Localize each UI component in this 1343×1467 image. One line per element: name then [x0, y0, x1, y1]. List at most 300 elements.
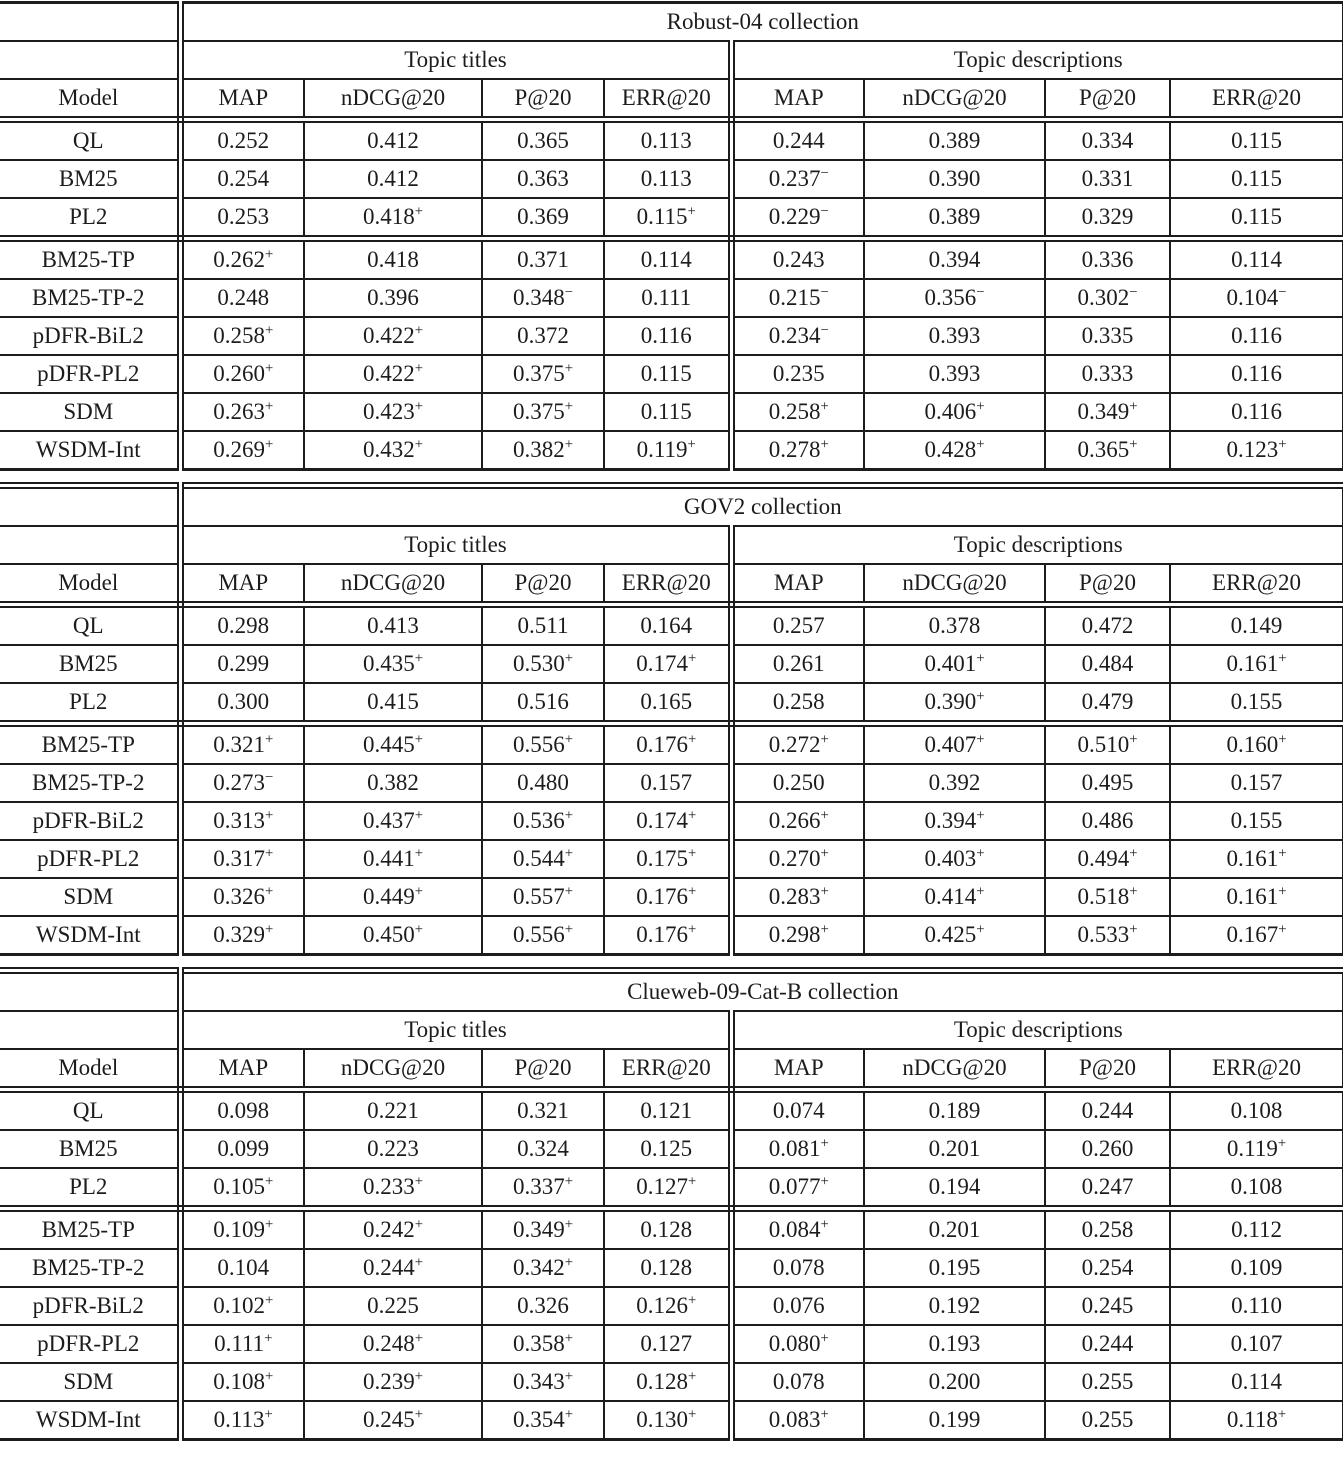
metric-number: 0.331	[1081, 165, 1134, 191]
metric-number: 0.317	[213, 845, 265, 871]
metric-value	[180, 239, 304, 280]
metric-number: 0.516	[517, 688, 569, 714]
metric-number: 0.099	[217, 1135, 270, 1161]
metric-value	[604, 683, 731, 724]
significant-improvement-marker: +	[1278, 731, 1287, 748]
metric-number: 0.378	[928, 612, 981, 638]
metric-number: 0.074	[772, 1097, 825, 1123]
significant-improvement-marker: +	[687, 1292, 697, 1309]
metric-number: 0.244	[1081, 1097, 1134, 1123]
metric-number: 0.254	[1081, 1254, 1134, 1280]
model-row-bm25	[0, 160, 1343, 198]
collection-title-row	[0, 971, 1343, 1012]
metric-number: 0.123	[1226, 436, 1279, 462]
significant-improvement-marker: +	[264, 1173, 274, 1190]
metric-value	[180, 1090, 304, 1131]
metric-value	[604, 605, 731, 646]
metric-number: 0.121	[640, 1097, 693, 1123]
metric-value	[482, 1325, 604, 1363]
metric-value	[1170, 1090, 1343, 1131]
metric-header-row	[0, 564, 1343, 605]
metric-number: 0.343	[512, 1368, 565, 1394]
metric-number: 0.479	[1081, 688, 1134, 714]
metric-value	[482, 724, 604, 765]
topic-descriptions-header: Topic descriptions	[731, 1011, 1343, 1049]
metric-value	[864, 431, 1045, 470]
significant-improvement-marker: +	[264, 731, 274, 748]
metric-value	[180, 764, 304, 802]
significant-improvement-marker: +	[1129, 436, 1138, 453]
significant-improvement-marker: +	[564, 436, 574, 453]
metric-value	[604, 764, 731, 802]
model-row-pdfr-pl2	[0, 840, 1343, 878]
metric-value	[1045, 1249, 1170, 1287]
metric-number: 0.321	[213, 731, 265, 757]
metric-value	[482, 1130, 604, 1168]
metric-value	[604, 1090, 731, 1131]
metric-number: 0.119	[1226, 1135, 1278, 1161]
significant-improvement-marker: +	[687, 1173, 697, 1190]
metric-value	[604, 279, 731, 317]
metric-number: 0.495	[1081, 769, 1134, 795]
significant-degradation-marker: −	[820, 284, 829, 301]
significant-improvement-marker: +	[1278, 883, 1287, 900]
metric-value	[304, 1209, 482, 1250]
metric-number: 0.494	[1077, 845, 1130, 871]
model-name: BM25-TP	[0, 724, 180, 765]
metric-value	[1170, 1209, 1343, 1250]
metric-number: 0.189	[928, 1097, 981, 1123]
metric-number: 0.425	[924, 921, 977, 947]
metric-value	[1045, 683, 1170, 724]
metric-number: 0.365	[1077, 436, 1130, 462]
metric-number: 0.326	[517, 1292, 569, 1318]
metric-value	[604, 1130, 731, 1168]
metric-value	[864, 355, 1045, 393]
metric-number: 0.234	[768, 322, 821, 348]
metric-number: 0.422	[362, 322, 415, 348]
metric-value	[180, 683, 304, 724]
metric-value	[482, 1209, 604, 1250]
metric-number: 0.261	[772, 650, 825, 676]
metric-value	[1045, 1130, 1170, 1168]
topic-titles-header: Topic titles	[180, 526, 731, 564]
significant-improvement-marker: +	[264, 807, 274, 824]
metric-value	[482, 1249, 604, 1287]
metric-value	[864, 120, 1045, 161]
metric-value	[304, 120, 482, 161]
metric-value	[1170, 1401, 1343, 1440]
significant-degradation-marker: −	[820, 203, 829, 220]
metric-value	[1170, 878, 1343, 916]
metric-number: 0.112	[1231, 1216, 1282, 1242]
metric-number: 0.329	[1081, 203, 1134, 229]
metric-number: 0.176	[636, 921, 688, 947]
metric-number: 0.109	[213, 1216, 265, 1242]
significant-improvement-marker: +	[414, 1173, 424, 1190]
model-name: SDM	[0, 1363, 180, 1401]
metric-number: 0.078	[772, 1368, 825, 1394]
metric-value	[1045, 1325, 1170, 1363]
metric-number: 0.195	[928, 1254, 981, 1280]
metric-value	[604, 1287, 731, 1325]
significant-degradation-marker: −	[264, 769, 274, 786]
model-row-sdm	[0, 1363, 1343, 1401]
significant-improvement-marker: +	[414, 650, 424, 667]
section-header-row	[0, 526, 1343, 564]
metric-number: 0.149	[1230, 612, 1283, 638]
model-name: BM25-TP	[0, 1209, 180, 1250]
metric-number: 0.354	[512, 1406, 565, 1432]
metric-value	[731, 239, 864, 280]
significant-improvement-marker: +	[820, 883, 829, 900]
model-name: BM25	[0, 645, 180, 683]
collection-title: GOV2 collection	[180, 486, 1343, 527]
metric-number: 0.441	[362, 845, 415, 871]
model-row-ql	[0, 605, 1343, 646]
metric-value	[731, 355, 864, 393]
metric-number: 0.111	[641, 284, 692, 310]
metric-value	[731, 1401, 864, 1440]
metric-value	[604, 1168, 731, 1209]
metric-value	[864, 1090, 1045, 1131]
metric-value	[731, 393, 864, 431]
metric-value	[604, 1249, 731, 1287]
metric-value	[731, 431, 864, 470]
metric-number: 0.102	[213, 1292, 265, 1318]
metric-number: 0.365	[517, 127, 569, 153]
metric-number: 0.215	[768, 284, 821, 310]
significant-improvement-marker: +	[1278, 436, 1287, 453]
significant-improvement-marker: +	[687, 807, 697, 824]
metric-number: 0.390	[928, 165, 981, 191]
significant-improvement-marker: +	[1278, 650, 1287, 667]
significant-improvement-marker: +	[1278, 921, 1287, 938]
model-row-bm25	[0, 645, 1343, 683]
metric-number: 0.518	[1077, 883, 1130, 909]
metric-value	[304, 317, 482, 355]
metric-value	[864, 802, 1045, 840]
metric-value	[1170, 239, 1343, 280]
model-name: WSDM-Int	[0, 1401, 180, 1440]
significant-improvement-marker: +	[264, 1406, 273, 1423]
metric-number: 0.298	[768, 921, 821, 947]
metric-number: 0.403	[924, 845, 977, 871]
metric-value	[1045, 1401, 1170, 1440]
metric-header-descriptions-p@20: P@20	[1045, 79, 1170, 120]
significant-improvement-marker: +	[264, 883, 274, 900]
significant-improvement-marker: +	[820, 1216, 829, 1233]
metric-value	[864, 1287, 1045, 1325]
metric-number: 0.557	[512, 883, 565, 909]
metric-number: 0.510	[1077, 731, 1130, 757]
metric-number: 0.484	[1081, 650, 1134, 676]
significant-improvement-marker: +	[414, 845, 424, 862]
metric-value	[1045, 393, 1170, 431]
metric-number: 0.394	[924, 807, 977, 833]
metric-number: 0.375	[512, 398, 565, 424]
metric-value	[304, 605, 482, 646]
model-row-pl2	[0, 1168, 1343, 1209]
metric-number: 0.437	[362, 807, 415, 833]
metric-header-descriptions-ndcg@20: nDCG@20	[864, 79, 1045, 120]
metric-number: 0.480	[517, 769, 569, 795]
significant-improvement-marker: +	[264, 322, 274, 339]
metric-value	[731, 1209, 864, 1250]
metric-header-descriptions-map: MAP	[731, 79, 864, 120]
metric-value	[482, 1168, 604, 1209]
metric-number: 0.283	[768, 883, 821, 909]
metric-number: 0.104	[1226, 284, 1279, 310]
metric-value	[1170, 317, 1343, 355]
metric-number: 0.255	[1081, 1406, 1134, 1432]
model-name: QL	[0, 605, 180, 646]
metric-number: 0.193	[928, 1330, 981, 1356]
metric-number: 0.244	[1081, 1330, 1134, 1356]
significant-improvement-marker: +	[564, 650, 574, 667]
metric-number: 0.252	[217, 127, 270, 153]
model-name: BM25-TP-2	[0, 764, 180, 802]
corner-spacer	[0, 526, 180, 564]
metric-number: 0.107	[1230, 1330, 1283, 1356]
metric-value	[482, 239, 604, 280]
metric-number: 0.174	[636, 650, 688, 676]
metric-number: 0.435	[362, 650, 415, 676]
metric-number: 0.127	[636, 1173, 688, 1199]
metric-value	[304, 1168, 482, 1209]
significant-improvement-marker: +	[820, 1135, 829, 1152]
metric-value	[1170, 1168, 1343, 1209]
model-name: pDFR-PL2	[0, 1325, 180, 1363]
metric-value	[482, 198, 604, 239]
metric-number: 0.394	[928, 246, 981, 272]
model-row-bm25-tp	[0, 1209, 1343, 1250]
significant-improvement-marker: +	[264, 1216, 274, 1233]
metric-number: 0.389	[928, 203, 981, 229]
metric-value	[304, 393, 482, 431]
metric-value	[1170, 724, 1343, 765]
metric-number: 0.233	[362, 1173, 415, 1199]
metric-value	[864, 393, 1045, 431]
metric-number: 0.105	[213, 1173, 265, 1199]
model-name: SDM	[0, 878, 180, 916]
metric-number: 0.371	[517, 246, 569, 272]
model-name: BM25-TP-2	[0, 1249, 180, 1287]
metric-value	[304, 431, 482, 470]
metric-value	[864, 764, 1045, 802]
metric-number: 0.242	[362, 1216, 415, 1242]
metric-number: 0.160	[1226, 731, 1279, 757]
collection-title: Clueweb-09-Cat-B collection	[180, 971, 1343, 1012]
significant-improvement-marker: +	[414, 807, 424, 824]
metric-value	[1170, 160, 1343, 198]
significant-improvement-marker: +	[687, 436, 696, 453]
metric-value	[304, 916, 482, 955]
model-name: PL2	[0, 1168, 180, 1209]
collection-title-row	[0, 486, 1343, 527]
significant-improvement-marker: +	[564, 1368, 574, 1385]
metric-value	[304, 724, 482, 765]
model-name: PL2	[0, 683, 180, 724]
significant-improvement-marker: +	[820, 436, 829, 453]
metric-value	[482, 878, 604, 916]
metric-number: 0.393	[928, 322, 981, 348]
significant-improvement-marker: +	[687, 1368, 697, 1385]
metric-value	[1170, 764, 1343, 802]
metric-number: 0.116	[640, 322, 692, 348]
results-table-1	[0, 1, 1343, 471]
metric-value	[482, 431, 604, 470]
significant-improvement-marker: +	[976, 921, 985, 938]
metric-value	[864, 1401, 1045, 1440]
significant-improvement-marker: +	[1129, 731, 1138, 748]
metric-number: 0.418	[367, 246, 419, 272]
metric-value	[1170, 683, 1343, 724]
significant-improvement-marker: +	[820, 845, 829, 862]
metric-value	[731, 1090, 864, 1131]
metric-value	[864, 683, 1045, 724]
topic-descriptions-header: Topic descriptions	[731, 526, 1343, 564]
metric-value	[304, 840, 482, 878]
metric-value	[482, 393, 604, 431]
metric-value	[482, 1287, 604, 1325]
metric-header-titles-p@20: P@20	[482, 564, 604, 605]
metric-value	[180, 1325, 304, 1363]
metric-number: 0.253	[217, 203, 270, 229]
metric-number: 0.324	[517, 1135, 569, 1161]
metric-value	[1170, 840, 1343, 878]
metric-number: 0.407	[924, 731, 977, 757]
metric-number: 0.081	[768, 1135, 821, 1161]
metric-number: 0.258	[768, 398, 821, 424]
metric-number: 0.298	[217, 612, 270, 638]
model-row-bm25-tp-2	[0, 279, 1343, 317]
metric-value	[304, 1325, 482, 1363]
metric-number: 0.348	[512, 284, 565, 310]
metric-value	[180, 645, 304, 683]
significant-improvement-marker: +	[687, 883, 697, 900]
metric-number: 0.299	[217, 650, 270, 676]
significant-improvement-marker: +	[820, 1173, 829, 1190]
metric-value	[180, 1287, 304, 1325]
significant-improvement-marker: +	[1129, 845, 1138, 862]
metric-value	[1045, 431, 1170, 470]
metric-number: 0.472	[1081, 612, 1134, 638]
metric-header-descriptions-ndcg@20: nDCG@20	[864, 564, 1045, 605]
metric-value	[1045, 120, 1170, 161]
metric-number: 0.544	[512, 845, 565, 871]
significant-degradation-marker: −	[820, 165, 829, 182]
significant-improvement-marker: +	[564, 1173, 574, 1190]
metric-number: 0.176	[636, 731, 688, 757]
metric-value	[1045, 645, 1170, 683]
metric-header-titles-map: MAP	[180, 1049, 304, 1090]
metric-number: 0.155	[1230, 688, 1283, 714]
significant-improvement-marker: +	[1129, 883, 1138, 900]
model-row-ql	[0, 1090, 1343, 1131]
corner-spacer	[0, 971, 180, 1012]
significant-improvement-marker: +	[976, 883, 985, 900]
model-name: WSDM-Int	[0, 916, 180, 955]
metric-number: 0.262	[213, 246, 265, 272]
metric-header-row	[0, 1049, 1343, 1090]
metric-number: 0.556	[512, 921, 565, 947]
metric-number: 0.533	[1077, 921, 1130, 947]
metric-value	[180, 120, 304, 161]
significant-improvement-marker: +	[414, 398, 424, 415]
metric-value	[1170, 279, 1343, 317]
metric-number: 0.258	[1081, 1216, 1134, 1242]
metric-value	[304, 160, 482, 198]
model-row-wsdm-int	[0, 1401, 1343, 1440]
metric-value	[180, 1168, 304, 1209]
metric-value	[304, 764, 482, 802]
metric-number: 0.078	[772, 1254, 825, 1280]
metric-number: 0.278	[768, 436, 821, 462]
metric-value	[1170, 802, 1343, 840]
metric-value	[1170, 605, 1343, 646]
model-name: SDM	[0, 393, 180, 431]
metric-value	[482, 1090, 604, 1131]
significant-degradation-marker: −	[564, 284, 574, 301]
model-row-bm25-tp	[0, 239, 1343, 280]
significant-improvement-marker: +	[564, 360, 574, 377]
metric-number: 0.127	[640, 1330, 693, 1356]
metric-number: 0.401	[924, 650, 977, 676]
metric-value	[304, 1401, 482, 1440]
metric-value	[731, 878, 864, 916]
metric-number: 0.192	[928, 1292, 981, 1318]
metric-value	[180, 802, 304, 840]
metric-value	[731, 764, 864, 802]
metric-number: 0.406	[924, 398, 977, 424]
metric-value	[604, 120, 731, 161]
metric-value	[1045, 279, 1170, 317]
metric-value	[1045, 1168, 1170, 1209]
model-row-pdfr-bil2	[0, 1287, 1343, 1325]
metric-number: 0.113	[640, 127, 692, 153]
metric-number: 0.556	[512, 731, 565, 757]
metric-number: 0.321	[517, 1097, 569, 1123]
metric-value	[1170, 355, 1343, 393]
model-row-pdfr-pl2	[0, 355, 1343, 393]
metric-value	[1170, 198, 1343, 239]
metric-number: 0.337	[512, 1173, 565, 1199]
metric-value	[304, 1363, 482, 1401]
metric-value	[731, 1249, 864, 1287]
significant-improvement-marker: +	[976, 731, 985, 748]
metric-value	[304, 1090, 482, 1131]
metric-header-descriptions-map: MAP	[731, 564, 864, 605]
model-name: QL	[0, 120, 180, 161]
metric-value	[1045, 605, 1170, 646]
metric-number: 0.258	[772, 688, 825, 714]
metric-value	[604, 355, 731, 393]
significant-improvement-marker: +	[820, 398, 829, 415]
significant-improvement-marker: +	[1129, 921, 1138, 938]
metric-number: 0.356	[924, 284, 977, 310]
metric-value	[1170, 1287, 1343, 1325]
metric-number: 0.223	[367, 1135, 419, 1161]
metric-number: 0.080	[768, 1330, 821, 1356]
metric-number: 0.335	[1081, 322, 1134, 348]
metric-header-titles-err@20: ERR@20	[604, 564, 731, 605]
significant-improvement-marker: +	[264, 246, 274, 263]
metric-value	[604, 916, 731, 955]
metric-value	[482, 1363, 604, 1401]
metric-number: 0.111	[214, 1330, 265, 1356]
metric-number: 0.445	[362, 731, 415, 757]
